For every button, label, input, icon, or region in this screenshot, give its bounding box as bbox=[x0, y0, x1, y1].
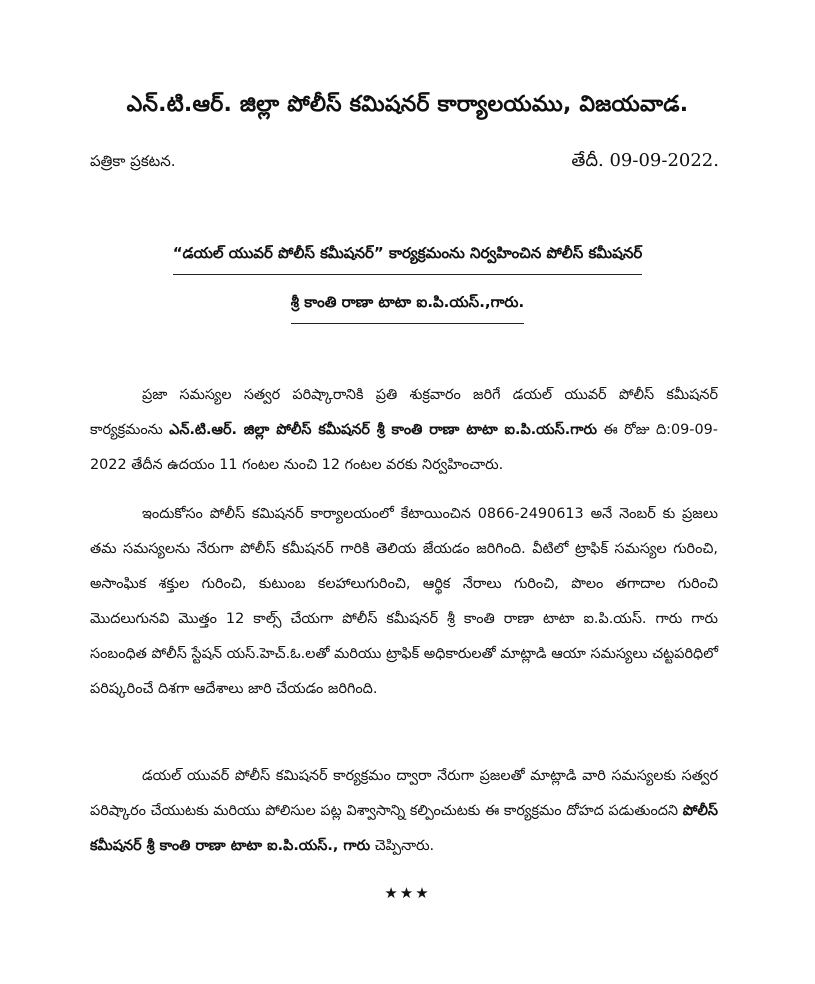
release-title-line-2 bbox=[0, 293, 815, 324]
release-title-line-1 bbox=[0, 244, 815, 275]
paragraph-3-bold: పోలీస్ కమీషనర్ శ్రీ కాంతి రాణా టాటా ఐ.పి.యస్., గారు bbox=[90, 803, 718, 854]
release-title-line-2-text: శ్రీ కాంతి రాణా టాటా ఐ.పి.యస్.,గారు. bbox=[291, 293, 524, 324]
paragraph-2-text: ఇందుకోసం పోలీస్ కమిషనర్ కార్యాలయంలో కేటాయించిన 0866-2490613 అనే నెంబర్ కు ప్రజలు తమ సమస్యలను నేరుగా పోలీస్ కమీషనర్ గారికి తెలియ జేయడం జరిగింది. వీటిలో ట్రాఫిక్ సమస్యల గురించి, అసాంఘిక శక్తుల గురించి, కుటుంబ కలహాలుగురించి, ఆర్థిక నేరాలు గురించి, పొలం తగాదాల గురించి మొదలుగునవి మొత్తం 12 కాల్స్ చేయగా పోలీస్ కమీషనర్ శ్రీ కాంతి రాణా టాటా ఐ.పి.యస్. గారు గారు సంబంధిత పోలీస్ స్టేషన్ యస్.హెచ్.ఓ.లతో మరియు ట్రాఫిక్ అధికారులతో మాట్లాడి ఆయా సమస్యలు చట్టపరిధిలో పరిష్కరించే దిశగా ఆదేశాలు జారి చేయడం జరిగింది. bbox=[90, 506, 718, 697]
paragraph-1-bold: ఎన్.టి.ఆర్. జిల్లా పోలీస్ కమీషనర్ శ్రీ కాంతి రాణా టాటా ఐ.పి.యస్.గారు bbox=[169, 422, 598, 438]
paragraph-1-text-c: ఈ రోజు ది:09-09-2022 తేదీన ఉదయం 11 గంటల నుంచి 12 గంటల వరకు నిర్వహించారు. bbox=[90, 422, 718, 473]
office-title: ఎన్.టి.ఆర్. జిల్లా పోలీస్ కమిషనర్ కార్యాలయము, విజయవాడ. bbox=[126, 92, 689, 117]
release-date: తేదీ. 09-09-2022. bbox=[571, 150, 719, 171]
paragraph-1 bbox=[90, 378, 718, 483]
end-stars: ★★★ bbox=[384, 884, 431, 902]
press-release-label: పత్రికా ప్రకటన. bbox=[90, 152, 176, 170]
paragraph-2 bbox=[90, 497, 718, 707]
paragraph-3-text-c: చెప్పినారు. bbox=[370, 838, 435, 854]
paragraph-3-text-a: డయల్ యువర్ పోలీస్ కమిషనర్ కార్యక్రమం ద్వారా నేరుగా ప్రజలతో మాట్లాడి వారి సమస్యలకు సత్వర పరిష్కారం చేయుటకు మరియు పోలిసుల పట్ల విశ్వాసాన్ని కల్పించుటకు ఈ కార్యక్రమం దోహద పడుతుందని bbox=[90, 768, 718, 819]
paragraph-1-text-a: ప్రజా సమస్యల సత్వర పరిష్కారానికి ప్రతి శుక్రవారం జరిగే డయల్ యువర్ పోలీస్ కమీషనర్ కార్యక్రమంను bbox=[90, 387, 718, 438]
release-title-line-1-text: “డయల్ యువర్ పోలీస్ కమీషనర్” కార్యక్రమంను నిర్వహించిన పోలీస్ కమీషనర్ bbox=[173, 244, 643, 275]
paragraph-3 bbox=[90, 759, 718, 864]
